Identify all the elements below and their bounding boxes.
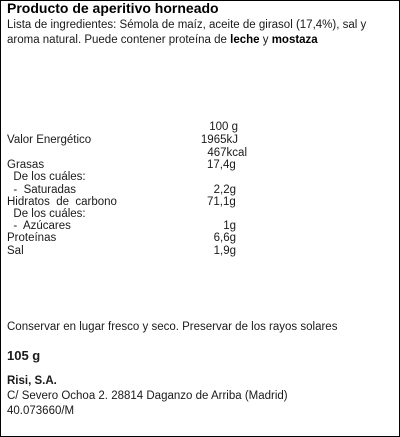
storage-instructions: Conservar en lugar fresco y seco. Preservar de los rayos solares: [7, 321, 338, 333]
nutrient-label: - Azúcares: [7, 220, 71, 232]
nutrient-label: De los cuáles:: [7, 171, 86, 183]
energy-kj: 1965kJ: [200, 134, 238, 146]
nutrient-label: - Saturadas: [7, 184, 77, 196]
ingredients-text: [7, 18, 392, 48]
energy-label: Valor Energético: [7, 134, 92, 146]
product-title: Producto de aperitivo horneado: [7, 0, 219, 16]
nutrient-value: 1g: [223, 220, 236, 232]
nutrient-label: De los cuáles:: [7, 208, 86, 220]
company-name: Risi, S.A.: [7, 375, 57, 387]
nutrient-value: 6,6g: [213, 232, 236, 244]
nutrition-header: 100 g: [209, 121, 238, 133]
registry-number: 40.073660/M: [7, 405, 75, 417]
nutrient-value: 71,1g: [207, 196, 236, 208]
ingredients-conj: y: [259, 34, 272, 46]
nutrient-value: 17,4g: [207, 159, 236, 171]
nutrient-label: Proteínas: [7, 232, 57, 244]
nutrient-value: 2,2g: [213, 184, 236, 196]
net-weight: 105 g: [7, 348, 41, 363]
nutrient-value: 1,9g: [213, 245, 236, 257]
allergen-mustard: mostaza: [271, 34, 318, 46]
nutrient-label: Sal: [7, 245, 24, 257]
nutrient-label: Grasas: [7, 159, 45, 171]
allergen-milk: leche: [230, 34, 260, 46]
energy-kcal: 467kcal: [207, 147, 247, 159]
company-address: C/ Severo Ochoa 2. 28814 Daganzo de Arriba (Madrid): [7, 390, 288, 402]
ingredients-prefix: Lista de ingredientes: Sémola de maíz, aceite de girasol (17,4%), sal y aroma natural. Puede contener proteína de: [7, 19, 367, 46]
nutrient-label: Hidratos de carbono: [7, 196, 117, 208]
